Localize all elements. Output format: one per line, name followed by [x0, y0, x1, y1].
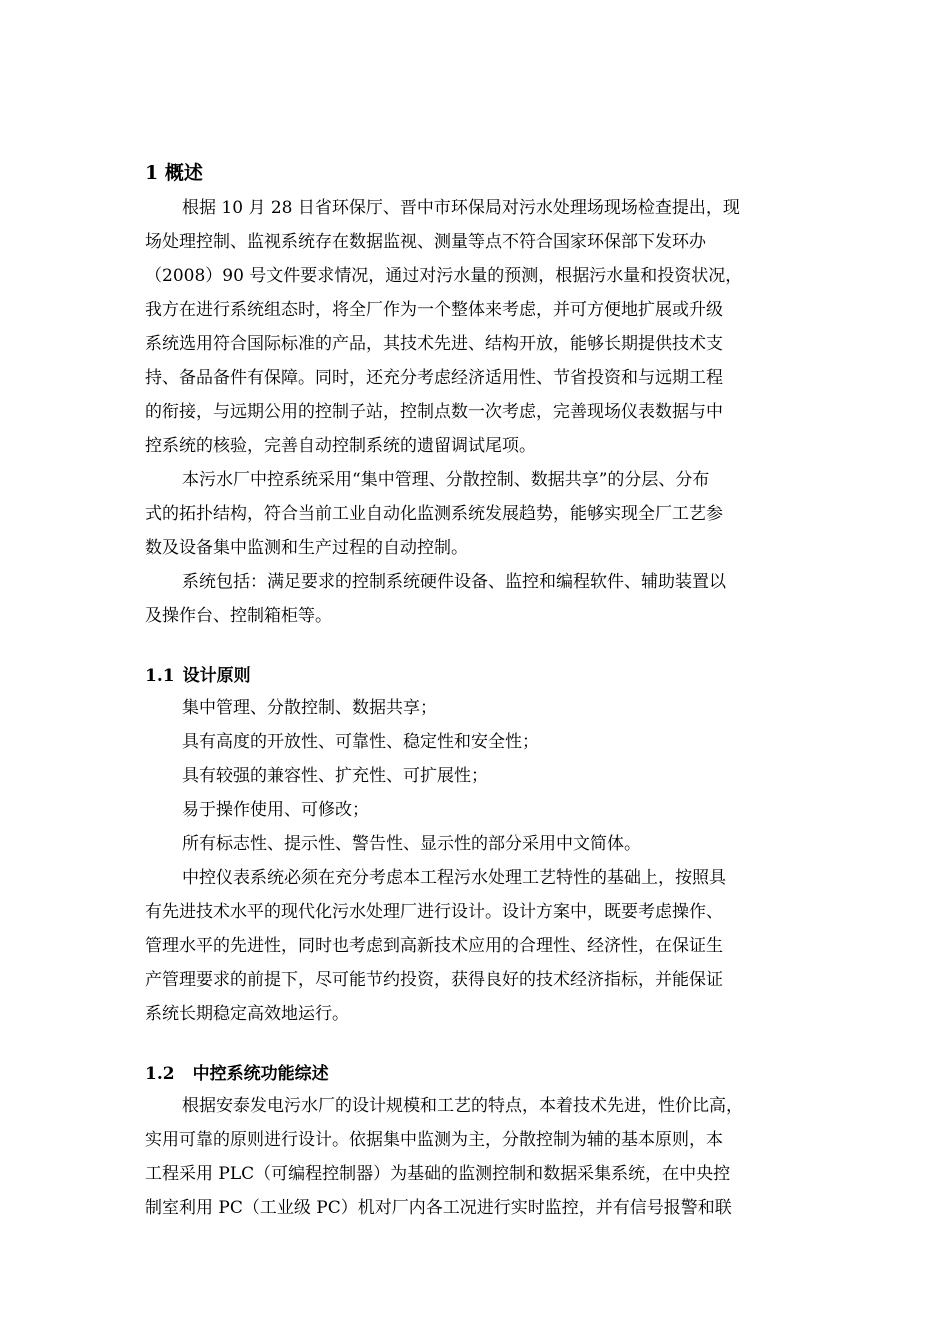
paragraph-line: 有先进技术水平的现代化污水处理厂进行设计。设计方案中，既要考虑操作、 [145, 902, 723, 922]
paragraph-line: 根据安泰发电污水厂的设计规模和工艺的特点，本着技术先进，性价比高， [182, 1096, 743, 1116]
paragraph-line: 数及设备集中监测和生产过程的自动控制。 [145, 538, 468, 558]
paragraph-line: 中控仪表系统必须在充分考虑本工程污水处理工艺特性的基础上，按照具 [182, 868, 726, 888]
list-item: 集中管理、分散控制、数据共享； [182, 698, 437, 718]
paragraph-line: 及操作台、控制箱柜等。 [145, 606, 332, 626]
paragraph-line: 场处理控制、监视系统存在数据监视、测量等点不符合国家环保部下发环办 [145, 232, 706, 252]
paragraph-line: 产管理要求的前提下，尽可能节约投资，获得良好的技术经济指标，并能保证 [145, 970, 723, 990]
paragraph-line: 工程采用 PLC（可编程控制器）为基础的监测控制和数据采集系统，在中央控 [145, 1164, 731, 1184]
section-1-1-heading [145, 664, 251, 688]
section-1-heading: 1 概述 [145, 162, 203, 184]
section-1-2-heading [145, 1062, 329, 1086]
paragraph-line: 式的拓扑结构，符合当前工业自动化监测系统发展趋势，能够实现全厂工艺参 [145, 504, 723, 524]
paragraph-line: 实用可靠的原则进行设计。依据集中监测为主，分散控制为辅的基本原则，本 [145, 1130, 723, 1150]
paragraph-line: 系统长期稳定高效地运行。 [145, 1004, 349, 1024]
paragraph-line: 控系统的核验，完善自动控制系统的遗留调试尾项。 [145, 436, 536, 456]
paragraph-line: 本污水厂中控系统采用“集中管理、分散控制、数据共享”的分层、分布 [182, 470, 710, 490]
section-number: 1.1 [145, 666, 175, 686]
paragraph-line: 根据 10 月 28 日省环保厅、晋中市环保局对污水处理场现场检查提出，现 [182, 198, 740, 218]
list-item: 易于操作使用、可修改； [182, 800, 369, 820]
paragraph-line: 系统包括：满足要求的控制系统硬件设备、监控和编程软件、辅助装置以 [182, 572, 726, 592]
paragraph-line: 制室利用 PC（工业级 PC）机对厂内各工况进行实时监控，并有信号报警和联 [145, 1198, 732, 1218]
list-item: 具有较强的兼容性、扩充性、可扩展性； [182, 766, 488, 786]
paragraph-line: 系统选用符合国际标准的产品，其技术先进、结构开放，能够长期提供技术支 [145, 334, 723, 354]
section-title: 设计原则 [182, 666, 251, 686]
paragraph-line: （2008）90 号文件要求情况，通过对污水量的预测，根据污水量和投资状况， [145, 266, 743, 286]
paragraph-line: 持、备品备件有保障。同时，还充分考虑经济适用性、节省投资和与远期工程 [145, 368, 723, 388]
paragraph-line: 我方在进行系统组态时，将全厂作为一个整体来考虑，并可方便地扩展或升级 [145, 300, 723, 320]
paragraph-line: 管理水平的先进性，同时也考虑到高新技术应用的合理性、经济性，在保证生 [145, 936, 723, 956]
section-title: 中控系统功能综述 [192, 1064, 329, 1084]
list-item: 所有标志性、提示性、警告性、显示性的部分采用中文简体。 [182, 834, 641, 854]
section-number: 1.2 [145, 1064, 175, 1084]
paragraph-line: 的衔接，与远期公用的控制子站，控制点数一次考虑，完善现场仪表数据与中 [145, 402, 723, 422]
list-item: 具有高度的开放性、可靠性、稳定性和安全性； [182, 732, 539, 752]
